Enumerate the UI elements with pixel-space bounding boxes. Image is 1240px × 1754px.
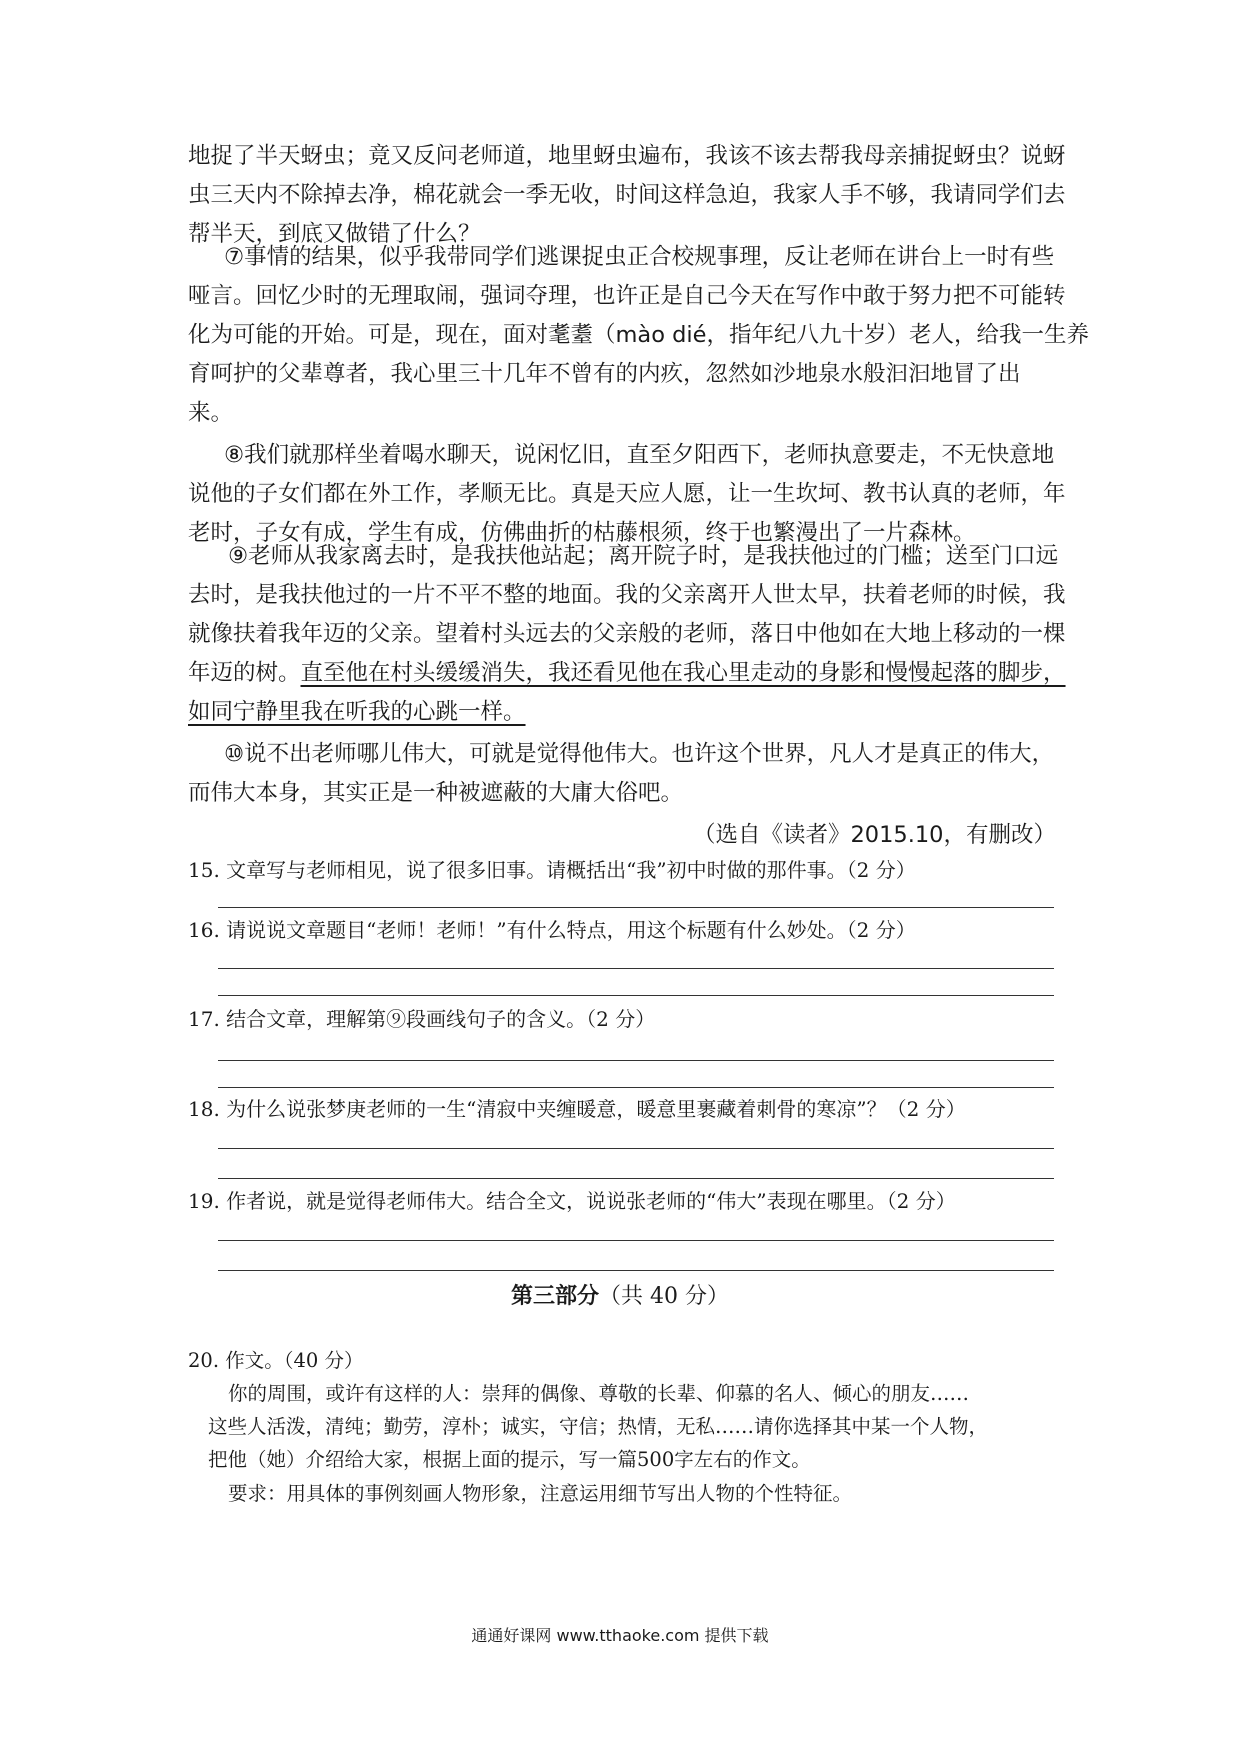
- answer-line[interactable]: [218, 968, 1054, 969]
- essay-requirement: 要求：用具体的事例刻画人物形象，注意运用细节写出人物的个性特征。: [228, 1482, 853, 1505]
- underlined-sentence: 直至他在村头缓缓消失，我还看见他在我心里走动的身影和慢慢起落的脚步，: [300, 660, 1066, 686]
- part-title: 第三部分: [511, 1284, 600, 1309]
- text-line: 就像扶着我年迈的父亲。望着村头远去的父亲般的老师，落日中他如在大地上移动的一棵: [188, 621, 1066, 647]
- answer-line[interactable]: [218, 1148, 1054, 1149]
- text-line: 而伟大本身，其实正是一种被遮蔽的大庸大俗吧。: [188, 780, 684, 806]
- paragraph-9: [188, 537, 1066, 732]
- paragraph-10: [188, 735, 1058, 813]
- source-citation: [188, 816, 1056, 855]
- page-footer: 通通好课网 www.tthaoke.com 提供下载: [471, 1626, 769, 1645]
- answer-line[interactable]: [218, 1270, 1054, 1271]
- answer-line[interactable]: [218, 1087, 1054, 1088]
- text-line: ⑦事情的结果，似乎我带同学们逃课捉虫正合校规事理，反让老师在讲台上一时有些: [224, 244, 1055, 270]
- underlined-sentence: 如同宁静里我在听我的心跳一样。: [188, 699, 526, 725]
- question-18: 18. 为什么说张梦庚老师的一生“清寂中夹缠暖意，暖意里裹藏着刺骨的寒凉”？（2 分）: [188, 1097, 966, 1121]
- paragraph-6-continuation: [188, 137, 1066, 254]
- paragraph-8: [188, 436, 1066, 553]
- text-line: ⑨老师从我家离去时，是我扶他站起；离开院子时，是我扶他过的门槛；送至门口远: [228, 543, 1059, 569]
- answer-line[interactable]: [218, 1060, 1054, 1061]
- text-line: 去时，是我扶他过的一片不平不整的地面。我的父亲离开人世太早，扶着老师的时候，我: [188, 582, 1066, 608]
- text-line: 哑言。回忆少时的无理取闹，强词夺理，也许正是自己今天在写作中敢于努力把不可能转: [188, 283, 1066, 309]
- answer-line[interactable]: [218, 1240, 1054, 1241]
- source-text: （选自《读者》2015.10，有删改）: [692, 822, 1056, 848]
- essay-prompt-line: 你的周围，或许有这样的人：崇拜的偶像、尊敬的长辈、仰慕的名人、倾心的朋友……: [228, 1382, 970, 1405]
- question-17: 17. 结合文章，理解第⑨段画线句子的含义。（2 分）: [188, 1007, 656, 1031]
- text-line: 化为可能的开始。可是，现在，面对耄耋（mào dié，指年纪八九十岁）老人，给我一生养: [188, 322, 1090, 348]
- question-15: 15. 文章写与老师相见，说了很多旧事。请概括出“我”初中时做的那件事。（2 分）: [188, 858, 916, 882]
- part-score: （共 40 分）: [599, 1284, 729, 1309]
- question-19: 19. 作者说，就是觉得老师伟大。结合全文，说说张老师的“伟大”表现在哪里。（2 分）: [188, 1189, 956, 1213]
- text-line: 来。: [188, 400, 234, 426]
- text-line: 老时，子女有成，学生有成，仿佛曲折的枯藤根须，终于也繁漫出了一片森林。: [188, 520, 976, 546]
- text-line: 地捉了半天蚜虫；竟又反问老师道，地里蚜虫遍布，我该不该去帮我母亲捕捉蚜虫？说蚜: [188, 143, 1066, 169]
- answer-line[interactable]: [218, 1178, 1054, 1179]
- text-line: ⑩说不出老师哪儿伟大，可就是觉得他伟大。也许这个世界，凡人才是真正的伟大，: [224, 741, 1055, 767]
- text-line: 育呵护的父辈尊者，我心里三十几年不曾有的内疚，忽然如沙地泉水般汩汩地冒了出: [188, 361, 1021, 387]
- answer-line[interactable]: [218, 907, 1054, 908]
- text-line: [188, 654, 1066, 693]
- paragraph-7: [188, 238, 1090, 433]
- essay-heading: 20. 作文。（40 分）: [188, 1349, 364, 1372]
- text-line: ⑧我们就那样坐着喝水聊天，说闲忆旧，直至夕阳西下，老师执意要走，不无快意地: [224, 442, 1055, 468]
- essay-prompt-line: 这些人活泼，清纯；勤劳，淳朴；诚实，守信；热情，无私……请你选择其中某一个人物，: [208, 1415, 989, 1438]
- essay-prompt-line: 把他（她）介绍给大家，根据上面的提示，写一篇500字左右的作文。: [208, 1448, 811, 1471]
- part-3-title: [0, 1282, 1240, 1312]
- question-16: 16. 请说说文章题目“老师！老师！”有什么特点，用这个标题有什么妙处。（2 分）: [188, 918, 916, 942]
- text-line: 虫三天内不除掉去净，棉花就会一季无收，时间这样急迫，我家人手不够，我请同学们去: [188, 182, 1066, 208]
- answer-line[interactable]: [218, 995, 1054, 996]
- text-line: 帮半天，到底又做错了什么？: [188, 221, 481, 247]
- text-plain: 年迈的树。: [188, 660, 301, 686]
- text-line: 说他的子女们都在外工作，孝顺无比。真是天应人愿，让一生坎坷、教书认真的老师，年: [188, 481, 1066, 507]
